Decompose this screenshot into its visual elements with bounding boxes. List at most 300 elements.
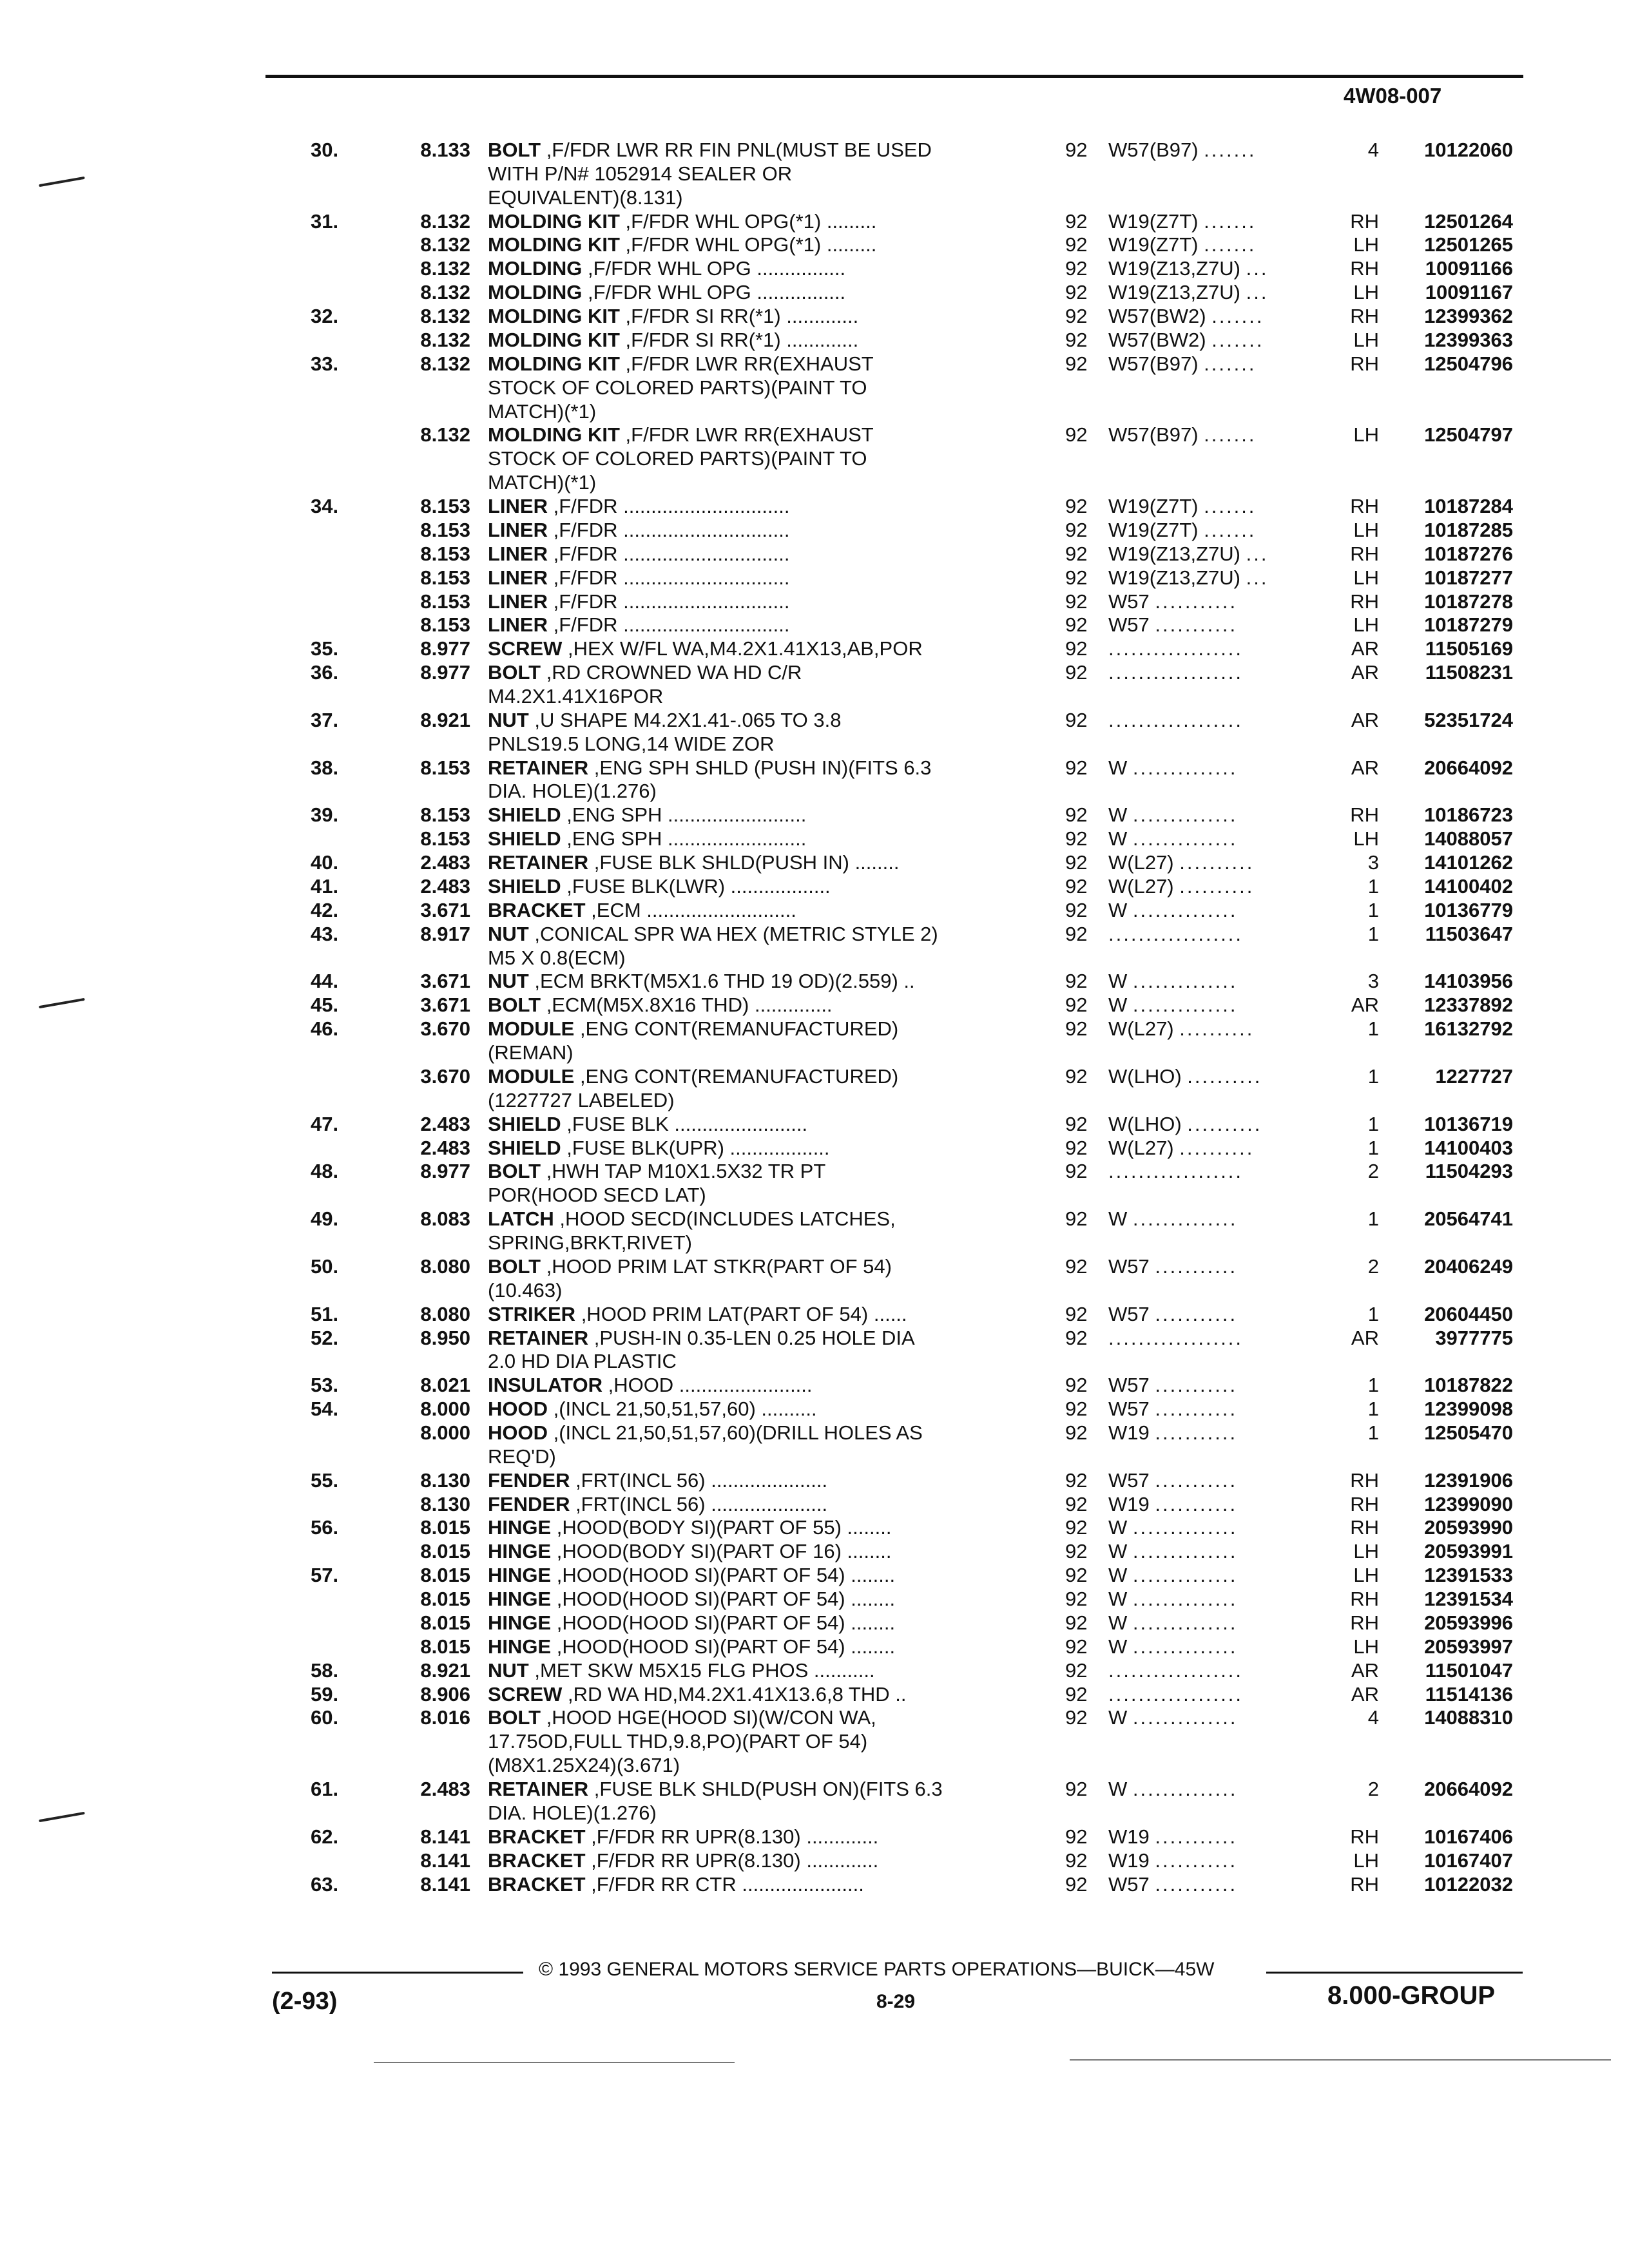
- part-detail: (M8X1.25X24)(3.671): [488, 1754, 680, 1777]
- group-number: 3.671: [420, 898, 470, 921]
- part-name: LINER: [488, 542, 548, 565]
- leader-dots: .......: [1204, 423, 1257, 447]
- part-description: [488, 1207, 1016, 1231]
- body-text: W: [1108, 827, 1128, 850]
- part-description: [488, 898, 1016, 922]
- part-description: [488, 162, 1016, 186]
- part-detail: 17.75OD,FULL THD,9.8,PO)(PART OF 54): [488, 1730, 868, 1753]
- part-detail: ,HOOD PRIM LAT(PART OF 54) ......: [575, 1302, 907, 1325]
- part-number: 12501265: [1424, 233, 1513, 256]
- table-row: [0, 1468, 1629, 1492]
- ref-number: 42.: [311, 898, 339, 921]
- part-description: [488, 1017, 1016, 1041]
- group-number: 8.153: [420, 590, 470, 613]
- part-description: [488, 803, 1016, 827]
- part-description: [488, 684, 1016, 708]
- part-name: MOLDING KIT: [488, 328, 620, 351]
- part-description: [488, 756, 1016, 780]
- group-number: 8.153: [420, 613, 470, 637]
- body-code: [1108, 1017, 1327, 1041]
- body-code: [1108, 1397, 1327, 1421]
- part-name: LATCH: [488, 1207, 554, 1231]
- body-code: [1108, 1825, 1327, 1849]
- part-name: SHIELD: [488, 874, 561, 898]
- part-detail: PNLS19.5 LONG,14 WIDE ZOR: [488, 732, 775, 755]
- quantity: LH: [1353, 1849, 1379, 1872]
- ref-number: 62.: [311, 1825, 339, 1848]
- body-text: W19: [1108, 1492, 1150, 1515]
- ref-number: 46.: [311, 1017, 339, 1041]
- part-detail: ,FUSE BLK SHLD(PUSH IN) ........: [588, 851, 900, 874]
- part-description: [488, 138, 1016, 162]
- table-row: [0, 1278, 1629, 1302]
- ref-number: 38.: [311, 756, 339, 779]
- leader-dots: ...........: [1155, 590, 1238, 613]
- model-year: 92: [1065, 1398, 1088, 1421]
- part-number: 20664092: [1424, 756, 1513, 779]
- part-name: HINGE: [488, 1611, 552, 1634]
- group-number: 3.670: [420, 1017, 470, 1041]
- table-row: [0, 256, 1629, 280]
- part-detail: ,F/FDR RR CTR ......................: [585, 1872, 864, 1896]
- part-description: [488, 922, 1016, 946]
- table-row: [0, 1492, 1629, 1516]
- part-detail: (10.463): [488, 1278, 563, 1302]
- table-row: [0, 1349, 1629, 1373]
- part-name: BOLT: [488, 1160, 541, 1183]
- part-detail: ,F/FDR ..............................: [548, 495, 790, 518]
- group-number: 3.671: [420, 970, 470, 993]
- part-description: [488, 1421, 1016, 1445]
- group-number: 8.015: [420, 1611, 470, 1634]
- table-row: [0, 1682, 1629, 1706]
- body-text: W57: [1108, 1872, 1150, 1896]
- part-description: [488, 1563, 1016, 1587]
- table-row: [0, 874, 1629, 898]
- leader-dots: ..................: [1108, 661, 1244, 684]
- model-year: 92: [1065, 1706, 1088, 1729]
- table-row: [0, 328, 1629, 352]
- part-description: [488, 328, 1016, 352]
- quantity: 2: [1367, 1778, 1379, 1801]
- body-code: [1108, 1302, 1327, 1326]
- quantity: AR: [1351, 994, 1379, 1017]
- model-year: 92: [1065, 328, 1088, 351]
- leader-dots: .......: [1204, 233, 1257, 256]
- part-description: [488, 1753, 1016, 1777]
- part-name: HINGE: [488, 1588, 552, 1611]
- table-row: [0, 732, 1629, 756]
- part-number: 20604450: [1424, 1302, 1513, 1325]
- part-detail: ,RD CROWNED WA HD C/R: [541, 661, 802, 684]
- leader-dots: ...........: [1155, 1849, 1238, 1872]
- quantity: AR: [1351, 1326, 1379, 1349]
- part-detail: 2.0 HD DIA PLASTIC: [488, 1350, 677, 1373]
- quantity: LH: [1353, 566, 1379, 589]
- group-number: 8.921: [420, 708, 470, 731]
- part-description: [488, 1349, 1016, 1373]
- part-number: 14101262: [1424, 851, 1513, 874]
- part-description: [488, 256, 1016, 280]
- group-number: 8.021: [420, 1374, 470, 1397]
- group-number: 3.670: [420, 1064, 470, 1088]
- part-description: [488, 1445, 1016, 1468]
- model-year: 92: [1065, 1872, 1088, 1896]
- group-number: 3.671: [420, 994, 470, 1017]
- group-number: 8.977: [420, 637, 470, 660]
- table-row: [0, 1112, 1629, 1136]
- ref-number: 39.: [311, 803, 339, 827]
- part-description: [488, 1515, 1016, 1539]
- body-text: W19(Z7T): [1108, 495, 1199, 518]
- part-detail: ,F/FDR WHL OPG ................: [582, 257, 846, 280]
- ref-number: 35.: [311, 637, 339, 660]
- quantity: 1: [1367, 1374, 1379, 1397]
- part-number: 10136779: [1424, 898, 1513, 921]
- ref-number: 58.: [311, 1658, 339, 1682]
- table-row: [0, 162, 1629, 186]
- part-detail: ,F/FDR ..............................: [548, 542, 790, 565]
- quantity: RH: [1350, 1611, 1379, 1634]
- body-code: [1108, 138, 1327, 162]
- part-detail: ,ENG SPH SHLD (PUSH IN)(FITS 6.3: [588, 756, 932, 779]
- quantity: AR: [1351, 1658, 1379, 1682]
- bottom-line: [374, 2062, 735, 2063]
- quantity: 4: [1367, 139, 1379, 161]
- model-year: 92: [1065, 257, 1088, 280]
- body-text: W: [1108, 756, 1128, 779]
- quantity: LH: [1353, 518, 1379, 541]
- leader-dots: ...........: [1155, 613, 1238, 637]
- part-detail: STOCK OF COLORED PARTS)(PAINT TO: [488, 447, 867, 470]
- group-number: 8.141: [420, 1872, 470, 1896]
- body-code: [1108, 1207, 1327, 1231]
- part-detail: ,PUSH-IN 0.35-LEN 0.25 HOLE DIA: [588, 1326, 915, 1349]
- part-detail: ,F/FDR WHL OPG ................: [582, 281, 846, 304]
- part-description: [488, 1729, 1016, 1753]
- table-row: [0, 1872, 1629, 1896]
- part-detail: ,HOOD ........................: [602, 1374, 813, 1397]
- body-text: W(L27): [1108, 851, 1174, 874]
- part-detail: ,FUSE BLK SHLD(PUSH ON)(FITS 6.3: [588, 1778, 943, 1801]
- body-code: [1108, 898, 1327, 922]
- leader-dots: ...........: [1155, 1492, 1238, 1515]
- group-number: 2.483: [420, 851, 470, 874]
- model-year: 92: [1065, 637, 1088, 660]
- part-number: 11514136: [1425, 1682, 1513, 1706]
- model-year: 92: [1065, 542, 1088, 565]
- part-description: [488, 1825, 1016, 1849]
- body-code: [1108, 566, 1327, 590]
- quantity: AR: [1351, 1682, 1379, 1706]
- model-year: 92: [1065, 518, 1088, 541]
- body-code: [1108, 518, 1327, 542]
- group-number: 8.130: [420, 1492, 470, 1515]
- leader-dots: ...........: [1155, 1254, 1238, 1278]
- leader-dots: .......: [1211, 328, 1264, 351]
- model-year: 92: [1065, 1017, 1088, 1041]
- table-row: [0, 708, 1629, 732]
- group-number: 8.977: [420, 661, 470, 684]
- quantity: 1: [1367, 1207, 1379, 1231]
- model-year: 92: [1065, 613, 1088, 637]
- body-code: [1108, 1326, 1327, 1350]
- leader-dots: .......: [1204, 352, 1257, 375]
- part-description: [488, 613, 1016, 637]
- part-detail: M5 X 0.8(ECM): [488, 946, 626, 969]
- model-year: 92: [1065, 1611, 1088, 1634]
- leader-dots: ...........: [1155, 1374, 1238, 1397]
- body-text: W57: [1108, 1374, 1150, 1397]
- part-name: MODULE: [488, 1064, 575, 1088]
- quantity: RH: [1350, 257, 1379, 280]
- part-name: BOLT: [488, 661, 541, 684]
- model-year: 92: [1065, 1849, 1088, 1872]
- body-text: W57(B97): [1108, 139, 1199, 161]
- body-code: [1108, 827, 1327, 850]
- part-number: 12399363: [1424, 328, 1513, 351]
- model-year: 92: [1065, 139, 1088, 161]
- part-description: [488, 1159, 1016, 1183]
- group-number: 2.483: [420, 1112, 470, 1135]
- group-number: 8.015: [420, 1588, 470, 1611]
- leader-dots: ..........: [1179, 874, 1255, 898]
- part-name: INSULATOR: [488, 1374, 602, 1397]
- part-number: 14088310: [1424, 1706, 1513, 1729]
- quantity: LH: [1353, 613, 1379, 637]
- part-name: FENDER: [488, 1492, 570, 1515]
- model-year: 92: [1065, 495, 1088, 518]
- quantity: 1: [1367, 1064, 1379, 1088]
- part-name: LINER: [488, 495, 548, 518]
- body-code: [1108, 1849, 1327, 1872]
- part-number: 12337892: [1424, 994, 1513, 1017]
- part-detail: ,F/FDR LWR RR(EXHAUST: [619, 423, 874, 447]
- part-number: 20593990: [1424, 1516, 1513, 1539]
- ref-number: 51.: [311, 1302, 339, 1325]
- ref-number: 34.: [311, 495, 339, 518]
- part-description: [488, 1849, 1016, 1872]
- part-description: [488, 1326, 1016, 1350]
- body-code: [1108, 1706, 1327, 1729]
- ref-number: 57.: [311, 1564, 339, 1587]
- quantity: RH: [1350, 305, 1379, 328]
- leader-dots: .......: [1204, 209, 1257, 233]
- table-row: [0, 1136, 1629, 1160]
- body-code: [1108, 352, 1327, 376]
- quantity: 1: [1367, 1421, 1379, 1444]
- part-description: [488, 1658, 1016, 1682]
- model-year: 92: [1065, 1588, 1088, 1611]
- part-detail: ,ECM(M5X.8X16 THD) ..............: [541, 994, 833, 1017]
- table-row: [0, 1017, 1629, 1041]
- table-row: [0, 566, 1629, 590]
- part-number: 14103956: [1424, 970, 1513, 993]
- part-description: [488, 1706, 1016, 1729]
- body-code: [1108, 1468, 1327, 1492]
- part-number: 52351724: [1424, 708, 1513, 731]
- table-row: [0, 827, 1629, 850]
- part-description: [488, 542, 1016, 566]
- quantity: LH: [1353, 1540, 1379, 1563]
- model-year: 92: [1065, 1658, 1088, 1682]
- body-text: W(LHO): [1108, 1112, 1182, 1135]
- quantity: LH: [1353, 423, 1379, 447]
- part-description: [488, 660, 1016, 684]
- quantity: 3: [1367, 851, 1379, 874]
- model-year: 92: [1065, 851, 1088, 874]
- part-number: 10122060: [1424, 139, 1513, 161]
- leader-dots: ..............: [1132, 1207, 1238, 1231]
- table-row: [0, 1183, 1629, 1207]
- model-year: 92: [1065, 827, 1088, 850]
- ref-number: 30.: [311, 139, 339, 161]
- body-code: [1108, 1635, 1327, 1658]
- leader-dots: ..............: [1132, 970, 1238, 993]
- leader-dots: ..........: [1187, 1112, 1262, 1135]
- table-row: [0, 1445, 1629, 1468]
- group-number: 2.483: [420, 874, 470, 898]
- quantity: RH: [1350, 352, 1379, 375]
- group-number: 8.153: [420, 803, 470, 827]
- body-text: W: [1108, 1611, 1128, 1634]
- model-year: 92: [1065, 1136, 1088, 1159]
- part-detail: ,FRT(INCL 56) .....................: [570, 1468, 828, 1492]
- part-detail: ,F/FDR RR UPR(8.130) .............: [585, 1849, 879, 1872]
- group-number: 8.000: [420, 1421, 470, 1444]
- part-detail: ,F/FDR RR UPR(8.130) .............: [585, 1825, 879, 1848]
- quantity: AR: [1351, 708, 1379, 731]
- model-year: 92: [1065, 352, 1088, 375]
- model-year: 92: [1065, 1064, 1088, 1088]
- part-name: BRACKET: [488, 1849, 586, 1872]
- part-name: SHIELD: [488, 827, 561, 850]
- table-row: [0, 1777, 1629, 1801]
- group-number: 8.917: [420, 922, 470, 945]
- part-detail: (1227727 LABELED): [488, 1088, 675, 1111]
- ref-number: 49.: [311, 1207, 339, 1231]
- part-description: [488, 1872, 1016, 1896]
- part-detail: ,FUSE BLK(UPR) ..................: [561, 1136, 830, 1159]
- part-description: [488, 850, 1016, 874]
- part-detail: ,U SHAPE M4.2X1.41-.065 TO 3.8: [528, 708, 842, 731]
- body-code: [1108, 1611, 1327, 1635]
- ref-number: 33.: [311, 352, 339, 375]
- group-number: 8.153: [420, 542, 470, 565]
- table-row: [0, 1849, 1629, 1872]
- part-description: [488, 779, 1016, 803]
- model-year: 92: [1065, 281, 1088, 304]
- leader-dots: ..........: [1179, 1017, 1255, 1041]
- table-row: [0, 946, 1629, 970]
- body-text: W19(Z13,Z7U): [1108, 281, 1240, 304]
- leader-dots: ..............: [1132, 994, 1238, 1017]
- leader-dots: ...........: [1155, 1468, 1238, 1492]
- quantity: RH: [1350, 209, 1379, 233]
- part-detail: ,ECM ...........................: [585, 898, 796, 921]
- body-code: [1108, 1159, 1327, 1183]
- part-number: 10187277: [1424, 566, 1513, 589]
- part-number: 3977775: [1435, 1326, 1513, 1349]
- body-text: W: [1108, 1706, 1128, 1729]
- body-code: [1108, 1492, 1327, 1516]
- part-description: [488, 1801, 1016, 1825]
- leader-dots: ..................: [1108, 1682, 1244, 1706]
- part-number: 10187276: [1424, 542, 1513, 565]
- body-text: W57: [1108, 1302, 1150, 1325]
- group-number: 8.132: [420, 281, 470, 304]
- table-row: [0, 1254, 1629, 1278]
- part-detail: ,ENG CONT(REMANUFACTURED): [574, 1017, 899, 1041]
- part-number: 14100402: [1424, 874, 1513, 898]
- part-detail: ,HOOD(BODY SI)(PART OF 55) ........: [551, 1516, 892, 1539]
- part-name: LINER: [488, 566, 548, 589]
- quantity: RH: [1350, 1588, 1379, 1611]
- table-row: [0, 470, 1629, 494]
- body-code: [1108, 1587, 1327, 1611]
- quantity: 1: [1367, 1017, 1379, 1041]
- group-number: 8.132: [420, 328, 470, 351]
- quantity: RH: [1350, 1872, 1379, 1896]
- leader-dots: ..................: [1108, 1326, 1244, 1349]
- part-number: 10136719: [1424, 1112, 1513, 1135]
- part-detail: ,F/FDR LWR RR FIN PNL(MUST BE USED: [541, 139, 932, 161]
- body-code: [1108, 1563, 1327, 1587]
- body-code: [1108, 1112, 1327, 1136]
- quantity: 3: [1367, 970, 1379, 993]
- ref-number: 56.: [311, 1516, 339, 1539]
- part-number: 20564741: [1424, 1207, 1513, 1231]
- part-name: SCREW: [488, 1682, 563, 1706]
- leader-dots: ..............: [1132, 1516, 1238, 1539]
- date-code: (2-93): [272, 1988, 338, 2015]
- part-description: [488, 376, 1016, 399]
- part-number: 10186723: [1424, 803, 1513, 827]
- ref-number: 54.: [311, 1398, 339, 1421]
- part-number: 16132792: [1424, 1017, 1513, 1041]
- body-code: [1108, 660, 1327, 684]
- table-row: [0, 1729, 1629, 1753]
- part-description: [488, 1278, 1016, 1302]
- part-name: RETAINER: [488, 1326, 589, 1349]
- part-name: BOLT: [488, 139, 541, 161]
- group-number: 8.132: [420, 233, 470, 256]
- part-name: HOOD: [488, 1421, 548, 1444]
- part-description: [488, 423, 1016, 447]
- ref-number: 48.: [311, 1160, 339, 1183]
- table-row: [0, 637, 1629, 660]
- leader-dots: .......: [1204, 495, 1257, 518]
- quantity: RH: [1350, 1825, 1379, 1848]
- model-year: 92: [1065, 803, 1088, 827]
- part-description: [488, 1041, 1016, 1064]
- body-text: W57: [1108, 613, 1150, 637]
- quantity: RH: [1350, 590, 1379, 613]
- part-detail: ,FUSE BLK ........................: [561, 1112, 808, 1135]
- group-number: 8.132: [420, 352, 470, 375]
- leader-dots: ...: [1246, 257, 1269, 280]
- page-code: 4W08-007: [1344, 84, 1442, 108]
- group-number: 8.080: [420, 1254, 470, 1278]
- model-year: 92: [1065, 1778, 1088, 1801]
- body-code: [1108, 613, 1327, 637]
- part-name: BRACKET: [488, 1825, 586, 1848]
- leader-dots: ..................: [1108, 708, 1244, 731]
- part-description: [488, 494, 1016, 518]
- part-description: [488, 732, 1016, 756]
- body-code: [1108, 256, 1327, 280]
- part-description: [488, 1682, 1016, 1706]
